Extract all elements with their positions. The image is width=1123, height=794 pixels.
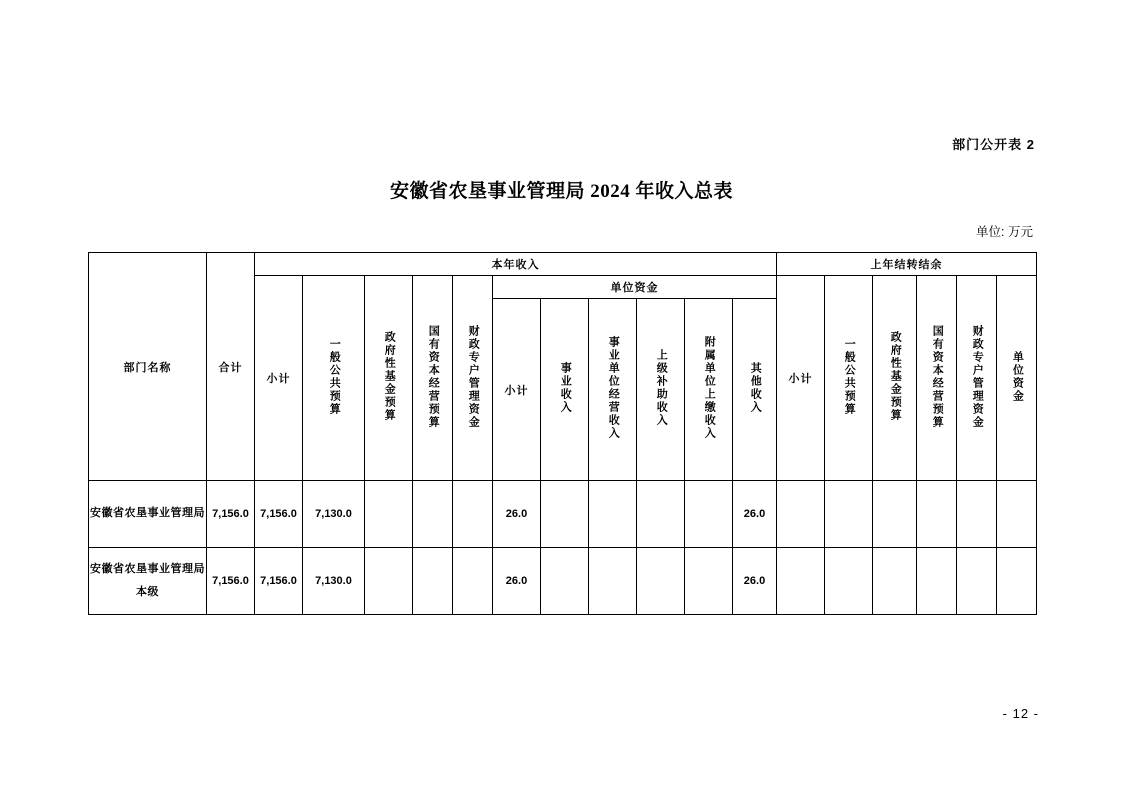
header-uf-business-income bbox=[541, 299, 589, 481]
row-uf-business-income bbox=[541, 481, 589, 548]
header-uf-other-income bbox=[733, 299, 777, 481]
header-uf-affiliated-unit-upload-income bbox=[685, 299, 733, 481]
row-uf-affiliated-unit-upload-income bbox=[685, 548, 733, 615]
header-co-general-public-budget bbox=[825, 276, 873, 481]
row-cy-subtotal: 7,156.0 bbox=[255, 548, 303, 615]
header-co-gov-fund-budget-label: 政府性基金预算 bbox=[889, 331, 902, 422]
row-dept-name: 安徽省农垦事业管理局本级 bbox=[89, 548, 207, 615]
header-cy-gov-fund-budget-label: 政府性基金预算 bbox=[383, 331, 396, 422]
header-cy-general-public-budget-label: 一般公共预算 bbox=[328, 337, 341, 416]
row-cy-fiscal-special-account bbox=[453, 548, 493, 615]
header-co-gov-fund-budget bbox=[873, 276, 917, 481]
group-header-carryover bbox=[777, 253, 1037, 276]
row-cy-subtotal: 7,156.0 bbox=[255, 481, 303, 548]
header-dept-name-label: 部门名称 bbox=[123, 361, 172, 374]
row-cy-general-public-budget: 7,130.0 bbox=[303, 481, 365, 548]
row-cy-gov-fund-budget bbox=[365, 548, 413, 615]
header-total bbox=[207, 253, 255, 481]
row-co-gov-fund-budget bbox=[873, 548, 917, 615]
row-co-fiscal-special-account bbox=[957, 548, 997, 615]
row-co-state-capital-budget bbox=[917, 481, 957, 548]
row-uf-business-income bbox=[541, 548, 589, 615]
header-cy-subtotal bbox=[255, 276, 303, 481]
header-uf-superior-subsidy-income-label: 上级补助收入 bbox=[655, 349, 668, 427]
header-cy-state-capital-budget bbox=[413, 276, 453, 481]
row-total: 7,156.0 bbox=[207, 481, 255, 548]
income-summary-table bbox=[88, 252, 1037, 615]
row-co-subtotal bbox=[777, 548, 825, 615]
row-cy-fiscal-special-account bbox=[453, 481, 493, 548]
header-co-state-capital-budget bbox=[917, 276, 957, 481]
row-cy-state-capital-budget bbox=[413, 481, 453, 548]
row-co-gov-fund-budget bbox=[873, 481, 917, 548]
form-number-label: 部门公开表 2 bbox=[952, 137, 1035, 152]
header-total-label: 合计 bbox=[218, 361, 243, 374]
row-uf-business-unit-operating-income bbox=[589, 548, 637, 615]
row-co-general-public-budget bbox=[825, 481, 873, 548]
row-co-subtotal bbox=[777, 481, 825, 548]
row-total: 7,156.0 bbox=[207, 548, 255, 615]
header-cy-fiscal-special-account-label: 财政专户管理资金 bbox=[467, 324, 480, 429]
header-uf-business-unit-operating-income-label: 事业单位经营收入 bbox=[607, 336, 620, 440]
header-co-fiscal-special-account-label: 财政专户管理资金 bbox=[971, 324, 984, 429]
header-dept-name bbox=[89, 253, 207, 481]
row-uf-other-income: 26.0 bbox=[733, 481, 777, 548]
table-row bbox=[89, 481, 1037, 548]
row-uf-other-income: 26.0 bbox=[733, 548, 777, 615]
group-header-carryover-label: 上年结转结余 bbox=[870, 259, 943, 271]
header-co-general-public-budget-label: 一般公共预算 bbox=[843, 337, 856, 416]
group-header-unit-funds bbox=[493, 276, 777, 299]
header-uf-superior-subsidy-income bbox=[637, 299, 685, 481]
header-uf-subtotal bbox=[493, 299, 541, 481]
row-uf-subtotal: 26.0 bbox=[493, 548, 541, 615]
row-co-unit-funds bbox=[997, 548, 1037, 615]
header-co-fiscal-special-account bbox=[957, 276, 997, 481]
header-co-subtotal-label: 小计 bbox=[788, 373, 813, 385]
header-uf-affiliated-unit-upload-income-label: 附属单位上缴收入 bbox=[703, 336, 716, 440]
header-uf-business-income-label: 事业收入 bbox=[559, 362, 572, 414]
group-header-current-year-label: 本年收入 bbox=[491, 259, 540, 271]
row-co-state-capital-budget bbox=[917, 548, 957, 615]
group-header-unit-funds-label: 单位资金 bbox=[610, 282, 659, 294]
header-uf-subtotal-label: 小计 bbox=[504, 384, 529, 397]
header-cy-gov-fund-budget bbox=[365, 276, 413, 481]
table-row bbox=[89, 548, 1037, 615]
row-uf-affiliated-unit-upload-income bbox=[685, 481, 733, 548]
header-uf-other-income-label: 其他收入 bbox=[749, 362, 762, 414]
header-uf-business-unit-operating-income bbox=[589, 299, 637, 481]
row-dept-name: 安徽省农垦事业管理局 bbox=[89, 481, 207, 548]
row-cy-gov-fund-budget bbox=[365, 481, 413, 548]
row-co-unit-funds bbox=[997, 481, 1037, 548]
row-uf-business-unit-operating-income bbox=[589, 481, 637, 548]
row-cy-state-capital-budget bbox=[413, 548, 453, 615]
row-co-general-public-budget bbox=[825, 548, 873, 615]
group-header-current-year bbox=[255, 253, 777, 276]
header-co-state-capital-budget-label: 国有资本经营预算 bbox=[931, 324, 944, 429]
header-cy-fiscal-special-account bbox=[453, 276, 493, 481]
row-cy-general-public-budget: 7,130.0 bbox=[303, 548, 365, 615]
header-cy-general-public-budget bbox=[303, 276, 365, 481]
row-uf-superior-subsidy-income bbox=[637, 548, 685, 615]
header-co-unit-funds bbox=[997, 276, 1037, 481]
row-uf-superior-subsidy-income bbox=[637, 481, 685, 548]
header-co-unit-funds-label: 单位资金 bbox=[1011, 350, 1024, 403]
page-title: 安徽省农垦事业管理局 2024 年收入总表 bbox=[389, 181, 733, 202]
row-co-fiscal-special-account bbox=[957, 481, 997, 548]
unit-note: 单位: 万元 bbox=[976, 225, 1033, 239]
row-uf-subtotal: 26.0 bbox=[493, 481, 541, 548]
page-number: - 12 - bbox=[1002, 706, 1039, 721]
header-cy-subtotal-label: 小计 bbox=[266, 373, 291, 385]
header-co-subtotal bbox=[777, 276, 825, 481]
header-cy-state-capital-budget-label: 国有资本经营预算 bbox=[427, 324, 440, 429]
